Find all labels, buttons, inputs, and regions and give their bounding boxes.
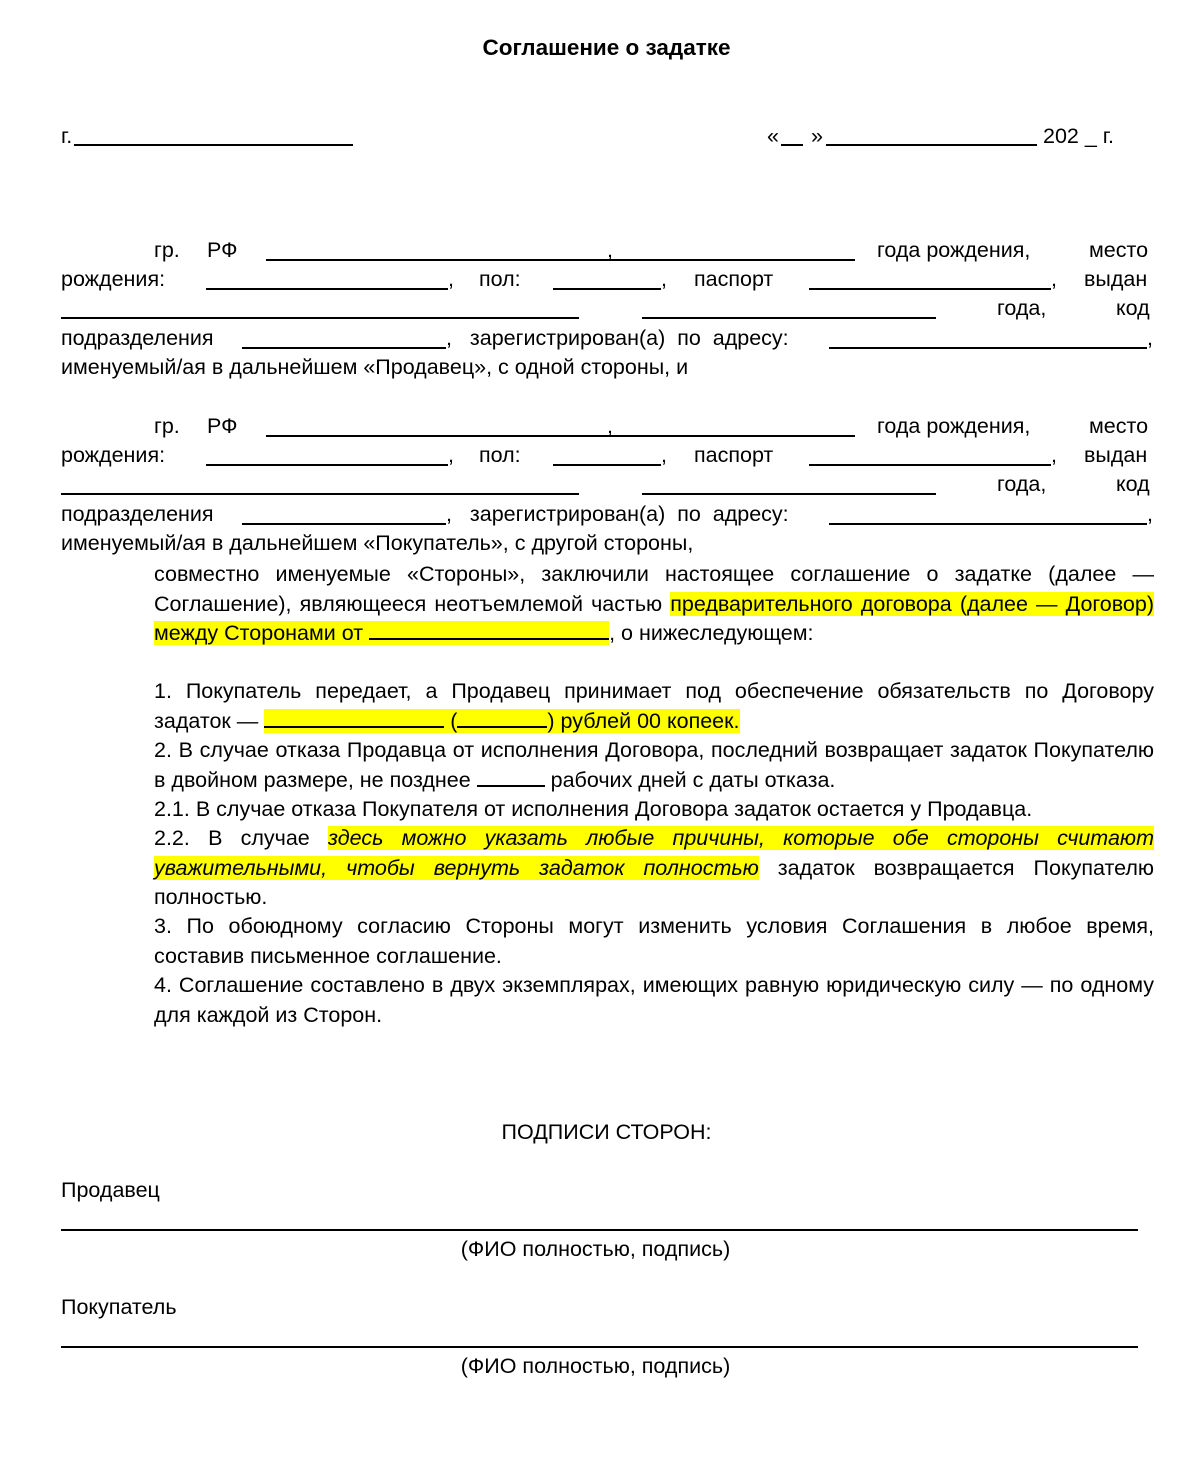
gender-blank [553,464,661,466]
clause-2 [61,736,1154,795]
fio-blank [266,259,607,261]
buyer-role-line: именуемый/ая в дальнейшем «Покупатель», с другой стороны, [61,531,694,555]
comma: , [661,267,667,291]
birthdate-blank [576,259,855,261]
issue-date-blank [642,317,936,319]
comma: , [661,443,667,467]
comma: , [607,414,613,438]
passport-blank [809,464,1051,466]
division-code-blank [242,523,446,525]
preamble-text: совместно именуемые «Стороны», заключили настоящее соглашение о задатке (далее — Соглашение), являющееся неотъемлемой частью [154,562,1154,616]
address-blank [829,523,1147,525]
clause-4 [61,971,1154,1030]
month-blank [826,144,1037,146]
clause-2-2-prefix: 2.2. В случае [154,826,328,850]
issuer-blank [61,317,579,319]
city-prefix: г. [61,124,73,148]
birth-year-label: года рождения, [877,238,1031,262]
mesto-label: место [1089,414,1149,438]
pasport-label: паспорт [694,267,774,291]
clause-1 [61,677,1154,736]
mesto-label: место [1089,238,1149,262]
amount-tail: ) рублей 00 копеек. [547,708,740,733]
date-close-quote: » [811,124,823,148]
rf-label: РФ [207,238,238,262]
deposit-words-blank [457,708,547,728]
pol-label: пол: [479,267,521,291]
comma: , [448,267,454,291]
kod-label: код [1116,296,1150,320]
document-title: Соглашение о задатке [482,35,731,60]
birthplace-blank [206,288,448,290]
comma: , [1051,443,1057,467]
birth-year-label: года рождения, [877,414,1031,438]
buyer-signature-label: Покупатель [61,1295,177,1319]
issue-date-blank [642,493,936,495]
clause-4-text: 4. Соглашение составлено в двух экземплярах, имеющих равную юридическую силу — по одному для каждой из Сторон. [154,973,1154,1027]
goda-label: года, [997,296,1047,320]
clause-2-2-suffix: задаток возвращается Покупателю полностью. [154,855,1154,909]
passport-blank [809,288,1051,290]
vydan-label: выдан [1084,267,1148,291]
registered-label: , зарегистрирован(а) по адресу: [446,326,789,350]
comma: , [1147,502,1153,526]
contract-date-blank [369,620,609,640]
birthplace-blank [206,464,448,466]
rozhdeniya-label: рождения: [61,443,166,467]
comma: , [1147,326,1153,350]
party-seller-block [61,238,1154,388]
podrazdeleniya-label: подразделения [61,326,214,350]
signatures-heading: ПОДПИСИ СТОРОН: [501,1120,712,1144]
deposit-amount-blank [264,708,444,728]
registered-label: , зарегистрирован(а) по адресу: [446,502,789,526]
goda-label: года, [997,472,1047,496]
buyer-signature-caption: (ФИО полностью, подпись) [460,1354,731,1378]
seller-signature-line [61,1229,1138,1231]
address-blank [829,347,1147,349]
day-blank [781,144,803,146]
issuer-blank [61,493,579,495]
clause-2-1-text: 2.1. В случае отказа Покупателя от исполнения Договора задаток остается у Продавца. [154,797,1033,821]
gr-label: гр. [154,414,180,438]
comma: , [607,238,613,262]
clause-2-2 [61,824,1154,913]
seller-role-line: именуемый/ая в дальнейшем «Продавец», с одной стороны, и [61,355,689,379]
days-blank [477,767,545,787]
preamble-paragraph [61,560,1154,649]
buyer-signature-line [61,1346,1138,1348]
rozhdeniya-label: рождения: [61,267,166,291]
rf-label: РФ [207,414,238,438]
paren-open: ( [444,708,458,733]
year-text: 202 _ г. [1043,124,1114,148]
comma: , [1051,267,1057,291]
clause-3 [61,912,1154,971]
seller-signature-caption: (ФИО полностью, подпись) [460,1237,731,1261]
preamble-text-end: , о нижеследующем: [609,621,814,645]
kod-label: код [1116,472,1150,496]
party-buyer-block [61,414,1154,564]
comma: , [448,443,454,467]
birthdate-blank [576,435,855,437]
clause-1-text: 1. Покупатель передает, а Продавец принимает под обеспечение обязательств по Договору задаток — [154,679,1154,733]
city-blank [74,144,353,146]
pol-label: пол: [479,443,521,467]
deposit-amount-highlight [264,709,739,733]
division-code-blank [242,347,446,349]
clause-2-2-hint: здесь можно указать любые причины, которые обе стороны считают уважительными, чтобы вернуть задаток полностью [154,826,1154,880]
vydan-label: выдан [1084,443,1148,467]
clause-3-text: 3. По обоюдному согласию Стороны могут изменить условия Соглашения в любое время, составив письменное соглашение. [154,914,1154,968]
clause-2-text: 2. В случае отказа Продавца от исполнения Договора, последний возвращает задаток Покупателю в двойном размере, не позднее [154,738,1154,792]
gr-label: гр. [154,238,180,262]
preamble-highlight-text: предварительного договора (далее — Договор) между Сторонами от [154,591,1154,645]
clause-2-1 [61,795,1154,825]
city-line [61,124,72,149]
podrazdeleniya-label: подразделения [61,502,214,526]
pasport-label: паспорт [694,443,774,467]
clause-2-text-end: рабочих дней с даты отказа. [544,767,836,792]
gender-blank [553,288,661,290]
fio-blank [266,435,607,437]
seller-signature-label: Продавец [61,1178,160,1202]
date-open-quote: « [767,124,779,148]
